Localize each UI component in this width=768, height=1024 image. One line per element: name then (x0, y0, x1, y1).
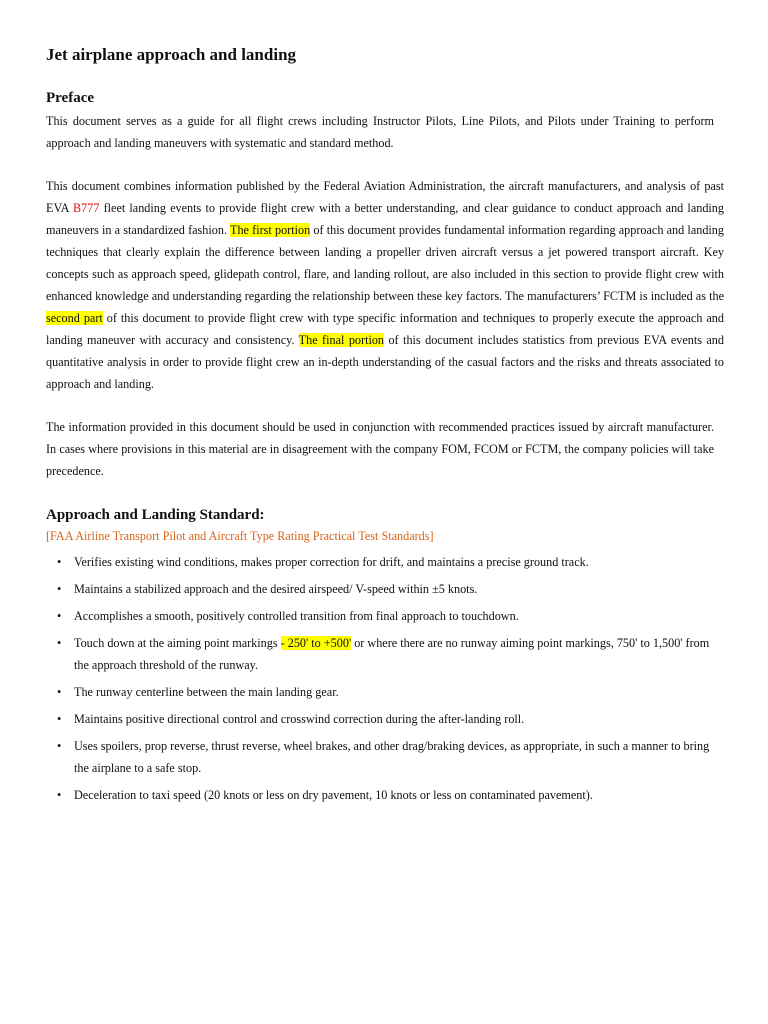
bullet-icon: • (57, 582, 62, 596)
list-item-text: Uses spoilers, prop reverse, thrust reverse, wheel brakes, and other drag/braking devices, as appropriate, in such a manner to bring the airplane to a safe stop. (74, 739, 710, 775)
list-item (46, 605, 726, 627)
list-item (46, 784, 726, 806)
text-segment: of this document to provide flight crew with type specific information and techniques to properly execute the approach and landing maneuver with accuracy and consistency. (46, 311, 724, 347)
bullet-icon: • (57, 788, 62, 802)
bullet-icon: • (57, 636, 62, 650)
preface-paragraph-1: This document serves as a guide for all flight crews including Instructor Pilots, Line Pilots, and Pilots under Training to perform approach and landing maneuvers with systematic and standard method. (46, 114, 714, 150)
list-item-text: Accomplishes a smooth, positively controlled transition from final approach to touchdown. (74, 609, 519, 623)
standard-heading: Approach and Landing Standard: (46, 507, 265, 523)
text-segment: This document combines information published by the Federal Aviation Administration, the aircraft manufacturers, and analysis of past EVA (46, 179, 724, 215)
document-title: Jet airplane approach and landing (46, 45, 297, 64)
bullet-icon: • (57, 712, 62, 726)
list-item-text: Touch down at the aiming point markings (74, 636, 281, 650)
bullet-icon: • (57, 685, 62, 699)
text-segment: of this document provides fundamental information regarding approach and landing techniques that clearly explain the difference between landing a propeller driven aircraft versus a jet powered transport aircraft. Key concepts such as approach speed, glidepath control, flare, and landing rollout, are also included in this section to provide flight crew with enhanced knowledge and understanding regarding the relationship between these key factors. The manufacturers’ FCTM is included as the (46, 223, 724, 303)
highlight-aiming-tolerance: - 250' to +500' (280, 636, 352, 650)
standard-source-reference: [FAA Airline Transport Pilot and Aircraft Type Rating Practical Test Standards] (46, 529, 434, 543)
list-item-text: Deceleration to taxi speed (20 knots or less on dry pavement, 10 knots or less on contaminated pavement). (74, 788, 593, 802)
bullet-icon: • (57, 555, 62, 569)
list-item-text: Maintains positive directional control and crosswind correction during the after-landing roll. (74, 712, 525, 726)
bullet-icon: • (57, 609, 62, 623)
list-item-text: The runway centerline between the main landing gear. (74, 685, 339, 699)
highlight-first-portion: The first portion (230, 223, 311, 237)
list-item (46, 681, 726, 703)
text-segment: of this document includes statistics from previous EVA events and quantitative analysis in order to provide flight crew an in-depth understanding of the casual factors and the risks and threats associated to approach and landing. (46, 333, 724, 391)
list-item (46, 632, 726, 676)
list-item (46, 735, 726, 779)
standard-list (46, 551, 726, 811)
text-segment: fleet landing events to provide flight crew with a better understanding, and clear guidance to conduct approach and landing maneuvers in a standardized fashion. (46, 201, 724, 237)
list-item-text: or where there are no runway aiming point markings, 750' to 1,500' from the approach threshold of the runway. (74, 636, 710, 672)
list-item (46, 578, 726, 600)
list-item-text: Verifies existing wind conditions, makes proper correction for drift, and maintains a precise ground track. (74, 555, 589, 569)
bullet-icon: • (57, 739, 62, 753)
list-item (46, 551, 726, 573)
highlight-final-portion: The final portion (298, 333, 385, 347)
preface-paragraph-2 (46, 175, 724, 395)
list-item (46, 708, 726, 730)
preface-heading: Preface (46, 90, 95, 106)
list-item-text: Maintains a stabilized approach and the desired airspeed/ V-speed within ±5 knots. (74, 582, 478, 596)
preface-paragraph-3: The information provided in this document should be used in conjunction with recommended practices issued by aircraft manufacturer. In cases where provisions in this material are in disagreement with the company FOM, FCOM or FCTM, the company policies will take precedence. (46, 420, 714, 478)
aircraft-type: B777 (72, 201, 100, 215)
highlight-second-part: second part (46, 311, 103, 325)
